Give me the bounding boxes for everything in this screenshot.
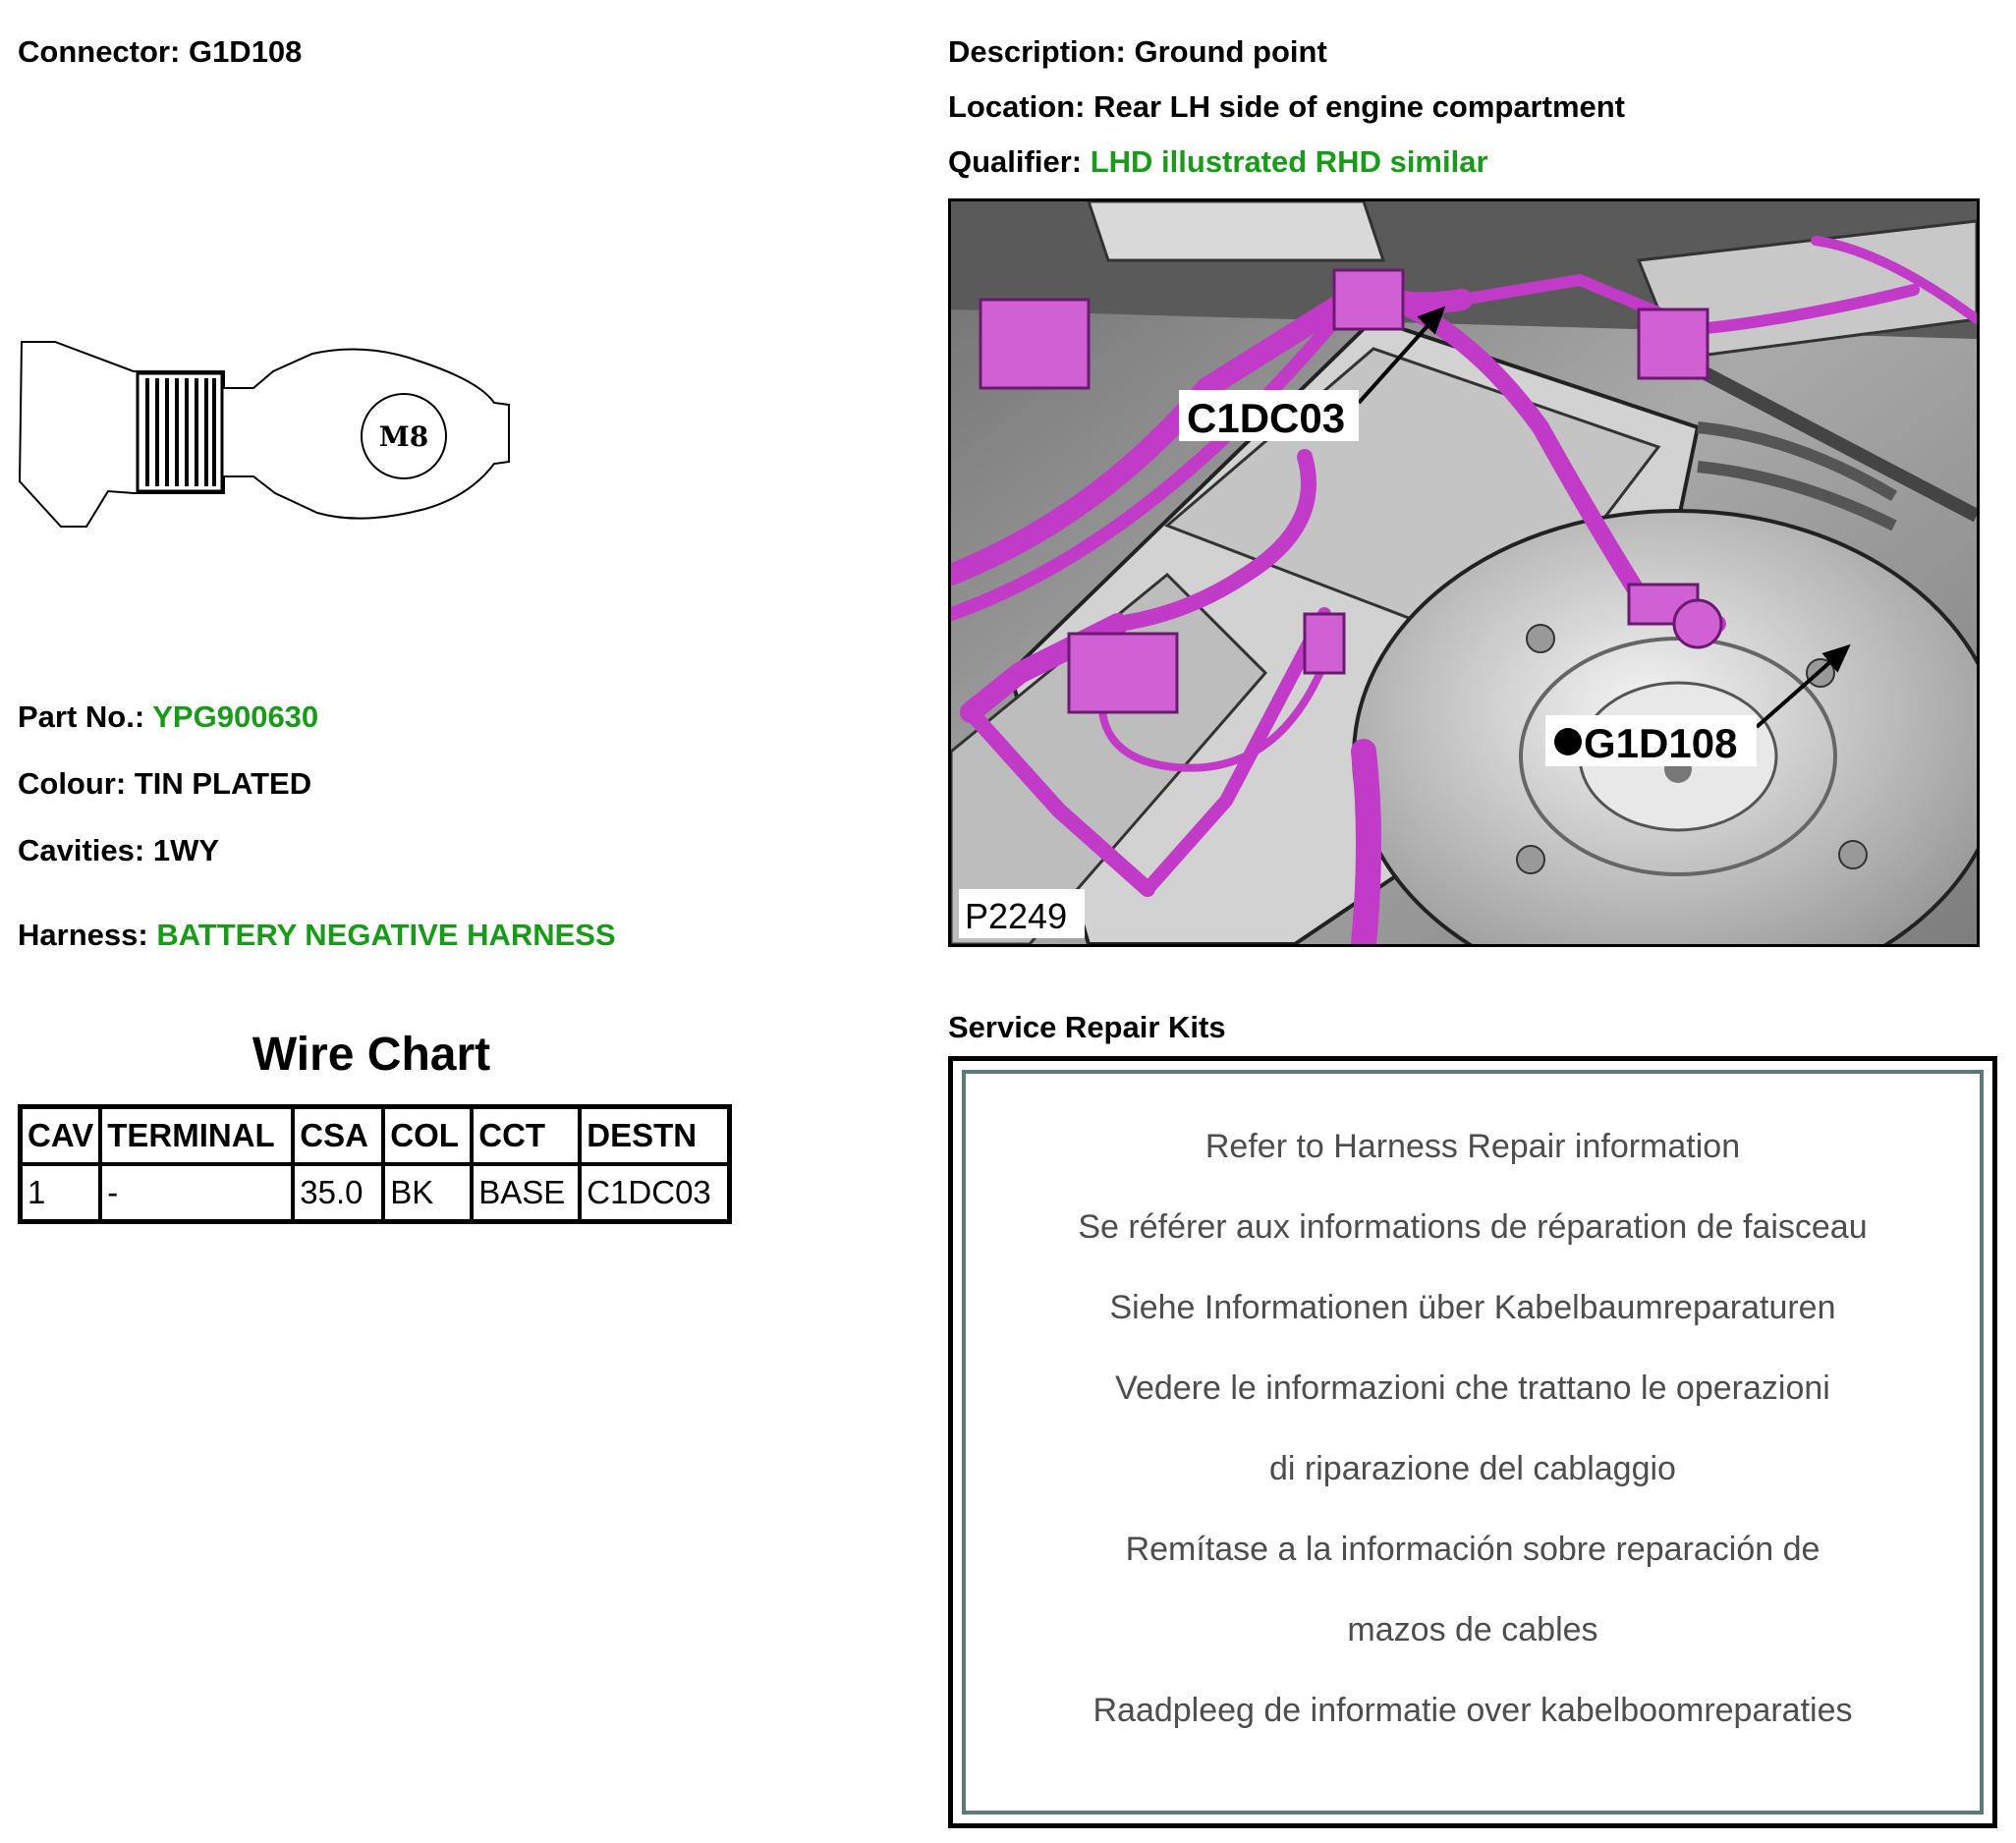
service-line-nl: Raadpleeg de informatie over kabelboomreparaties (1092, 1692, 1853, 1729)
connector-label: Connector: (18, 34, 181, 69)
colour-line (18, 766, 311, 802)
callout-g1d108-label: G1D108 (1584, 720, 1738, 766)
description-label: Description: (948, 34, 1126, 69)
col-header-cav: CAV (21, 1107, 101, 1165)
service-repair-kits-title: Service Repair Kits (948, 1010, 1226, 1044)
wire-chart-table (18, 1104, 732, 1224)
description-value: Ground point (1134, 34, 1327, 69)
cell-terminal: - (100, 1164, 293, 1222)
part-number-link[interactable]: YPG900630 (152, 699, 319, 734)
service-line-es-1: Remítase a la información sobre reparación de (1125, 1531, 1820, 1568)
cavities-line (18, 833, 219, 868)
harness-line (18, 918, 616, 953)
cell-csa: 35.0 (293, 1164, 383, 1222)
stud-size-label: M8 (378, 420, 429, 453)
qualifier-value: LHD illustrated RHD similar (1090, 144, 1488, 179)
ring-terminal-drawing (18, 334, 514, 531)
colour-value: TIN PLATED (134, 766, 312, 801)
ground-point-marker (1554, 728, 1582, 755)
service-repair-box (948, 1056, 1997, 1828)
cell-cct: BASE (472, 1164, 580, 1222)
cell-col: BK (383, 1164, 472, 1222)
qualifier-label: Qualifier: (948, 144, 1083, 179)
location-photo (948, 198, 1980, 947)
cavities-label: Cavities: (18, 833, 145, 867)
connector-value: G1D108 (188, 34, 303, 69)
part-number-line (18, 699, 318, 735)
cavities-value: 1WY (152, 833, 220, 867)
location-value: Rear LH side of engine compartment (1093, 89, 1626, 124)
wire-chart-title: Wire Chart (252, 1029, 491, 1081)
service-repair-inner (962, 1070, 1984, 1815)
location-label: Location: (948, 89, 1086, 124)
colour-label: Colour: (18, 766, 127, 801)
crimp-barrel (138, 373, 222, 491)
figure-id-label: P2249 (965, 896, 1068, 936)
callout-c1dc03-label: C1DC03 (1187, 395, 1346, 441)
service-line-it-2: di riparazione del cablaggio (1269, 1450, 1676, 1487)
col-header-csa: CSA (293, 1107, 383, 1165)
col-header-cct: CCT (472, 1107, 580, 1165)
wire-chart-header-row (21, 1107, 730, 1165)
part-number-label: Part No.: (18, 699, 145, 734)
service-line-en: Refer to Harness Repair information (1204, 1128, 1741, 1165)
location-line (948, 89, 1625, 125)
col-header-terminal: TERMINAL (100, 1107, 293, 1165)
connector-line (18, 34, 302, 70)
harness-label: Harness: (18, 918, 148, 952)
qualifier-line (948, 144, 1488, 180)
cell-destn: C1DC03 (580, 1164, 730, 1222)
description-line (948, 34, 1327, 70)
terminal-outline (20, 342, 509, 527)
service-line-es-2: mazos de cables (1347, 1611, 1598, 1648)
service-line-de: Siehe Informationen über Kabelbaumreparaturen (1109, 1289, 1836, 1326)
engine-bay-illustration (951, 201, 1977, 944)
cell-cav: 1 (21, 1164, 101, 1222)
table-row (21, 1164, 730, 1222)
harness-link[interactable]: BATTERY NEGATIVE HARNESS (156, 918, 616, 952)
col-header-destn: DESTN (580, 1107, 730, 1165)
service-line-fr: Se référer aux informations de réparation de faisceau (1078, 1208, 1868, 1246)
col-header-col: COL (383, 1107, 472, 1165)
service-line-it-1: Vedere le informazioni che trattano le operazioni (1115, 1369, 1830, 1407)
